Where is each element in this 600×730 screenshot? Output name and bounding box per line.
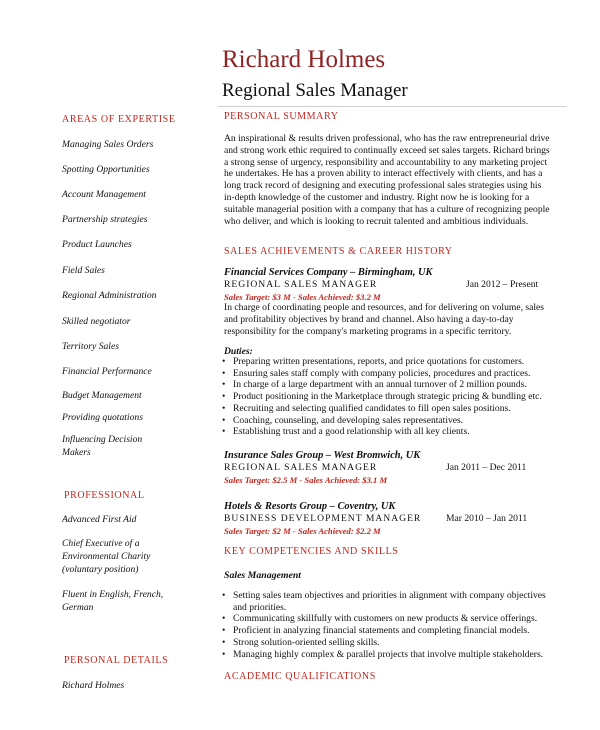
expertise-item: Product Launches [62, 239, 132, 250]
job-dates: Jan 2011 – Dec 2011 [446, 462, 527, 473]
expertise-item: Territory Sales [62, 341, 119, 352]
list-item: • Managing highly complex & parallel projects that involve multiple stakeholders. [222, 648, 544, 660]
list-item: • Strong solution-oriented selling skills. [222, 636, 380, 648]
list-item: • Recruiting and selecting qualified candidates to fill open sales positions. [222, 402, 511, 414]
expertise-item: Providing quotations [62, 412, 143, 423]
personal-summary-text: An inspirational & results driven professional, who has the raw entrepreneurial drive and strong work ethic required to continually exceed set sales targets. Richard brings a strong sense of urgency, responsibility and accountability to any marketing project he undertakes. He has a proven ability to interact effectively with clients, and has a long track record of designing and executing professional sales strategies using his in-depth knowledge of the customer and industry. Right now he is looking for a suitable managerial position with a company that has a culture of recognizing people who deliver, and which is looking to recruit talented and ambitious individuals. [224, 133, 550, 227]
professional-item: Fluent in English, French, German [62, 589, 164, 613]
job-role: REGIONAL SALES MANAGER [224, 462, 378, 473]
expertise-item: Account Management [62, 189, 146, 200]
list-item: • Product positioning in the Marketplace through strategic pricing & bundling etc. [222, 391, 542, 403]
header-divider [218, 106, 567, 107]
job-dates: Mar 2010 – Jan 2011 [446, 513, 528, 524]
professional-item: Advanced First Aid [62, 514, 137, 525]
expertise-item: Influencing Decision Makers [62, 434, 143, 458]
career-history-heading: SALES ACHIEVEMENTS & CAREER HISTORY [224, 246, 453, 257]
professional-heading: PROFESSIONAL [64, 490, 145, 501]
job-sales-target: Sales Target: $2 M - Sales Achieved: $2.2 M [224, 526, 381, 536]
job-sales-target: Sales Target: $2.5 M - Sales Achieved: $3.1 M [224, 475, 388, 485]
list-item: • Communicating skillfully with customers on new products & service offerings. [222, 613, 538, 625]
personal-details-heading: PERSONAL DETAILS [64, 655, 169, 666]
job-company: Hotels & Resorts Group – Coventry, UK [224, 501, 396, 512]
areas-of-expertise-heading: AREAS OF EXPERTISE [62, 114, 176, 125]
expertise-item: Skilled negotiator [62, 316, 131, 327]
job-role: REGIONAL SALES MANAGER [224, 279, 378, 290]
job-sales-target: Sales Target: $3 M - Sales Achieved: $3.2 M [224, 292, 381, 302]
job-dates: Jan 2012 – Present [466, 279, 539, 290]
expertise-item: Managing Sales Orders [62, 139, 154, 150]
expertise-item: Spotting Opportunities [62, 164, 150, 175]
list-item: • Establishing trust and a good relationship with all key clients. [222, 426, 470, 438]
list-item: • Ensuring sales staff comply with company policies, procedures and practices. [222, 367, 531, 379]
list-item: • Preparing written presentations, reports, and price quotations for customers. [222, 356, 525, 367]
competencies-heading: KEY COMPETENCIES AND SKILLS [224, 546, 399, 557]
list-item: • In charge of a large department with an annual turnover of 2 million pounds. [222, 379, 527, 391]
expertise-item: Field Sales [62, 265, 105, 276]
professional-item: Chief Executive of a Environmental Charity (voluntary position) [62, 538, 151, 575]
list-item: • Coaching, counseling, and developing sales representatives. [222, 414, 464, 426]
personal-summary-heading: PERSONAL SUMMARY [224, 111, 339, 122]
list-item: • Setting sales team objectives and priorities in alignment with company objectives and priorities. [222, 590, 546, 613]
sales-management-subheading: Sales Management [224, 570, 302, 581]
candidate-name: Richard Holmes [222, 46, 386, 73]
expertise-item: Regional Administration [62, 290, 157, 301]
expertise-item: Budget Management [62, 390, 142, 401]
job-company: Insurance Sales Group – West Bromwich, UK [224, 450, 421, 461]
academic-qualifications-heading: ACADEMIC QUALIFICATIONS [224, 671, 376, 682]
job-description: In charge of coordinating people and resources, and for delivering on volume, sales and profitability objectives by brand and channel. Also having a day-to-day responsibility for the company's marketing programs in a specific territory. [224, 302, 545, 337]
job-company: Financial Services Company – Birmingham, UK [224, 267, 433, 278]
expertise-item: Partnership strategies [62, 214, 148, 225]
expertise-item: Financial Performance [62, 366, 152, 377]
job-title: Regional Sales Manager [222, 80, 408, 101]
competencies-list [221, 590, 546, 660]
job-role: BUSINESS DEVELOPMENT MANAGER [224, 513, 422, 524]
duties-label: Duties: [224, 346, 253, 357]
list-item: • Proficient in analyzing financial statements and completing financial models. [222, 625, 530, 637]
duties-list [221, 356, 546, 438]
personal-detail-item: Richard Holmes [62, 680, 125, 691]
